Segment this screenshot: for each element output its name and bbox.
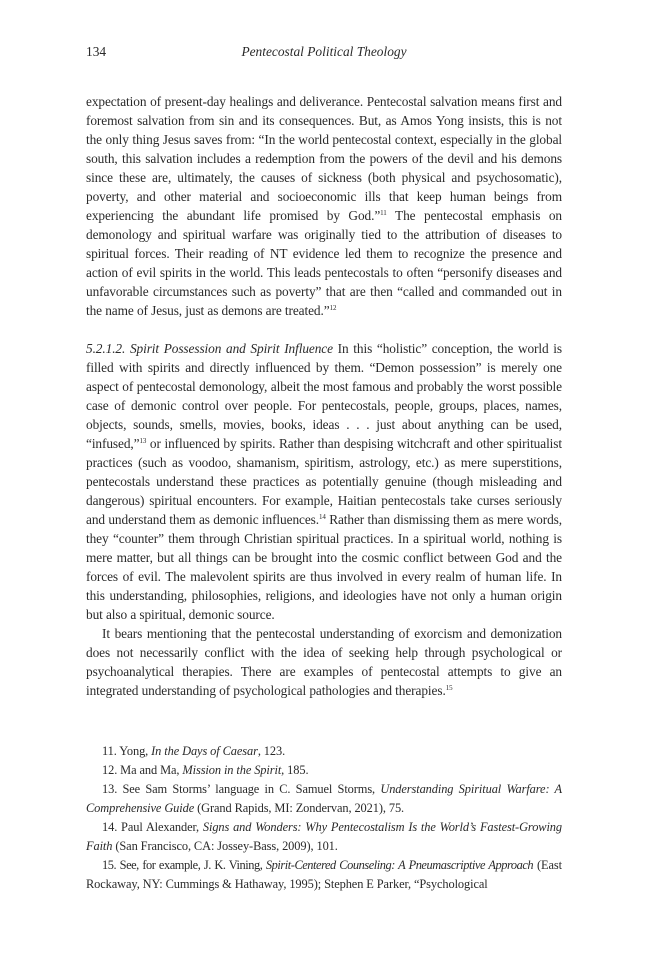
footnote-13: [86, 780, 562, 818]
footnote-14-text: 14. Paul Alexander,: [102, 820, 203, 834]
section-heading-5-2-1-2: 5.2.1.2. Spirit Possession and Spirit Influence: [86, 341, 333, 356]
paragraph-2: [86, 339, 562, 624]
footnote-ref-11[interactable]: 11: [380, 209, 387, 217]
footnote-12-title: Mission in the Spirit: [182, 763, 282, 777]
footnote-ref-15[interactable]: 15: [445, 684, 453, 692]
footnote-ref-14[interactable]: 14: [318, 513, 326, 521]
paragraph-2-text: In this “holistic” conception, the world is filled with spirits and directly influenced by them. “Demon possession” is merely one aspect of pentecostal demonology, albeit the most famous and probably the worst possible case of demonic control over people. For pentecostals, people, groups, places, names, objects, sounds, smells, movies, books, ideas . . . just about anything can be used, “infused,”: [86, 341, 562, 451]
body-text: [86, 92, 562, 700]
footnote-11-page: , 123.: [257, 744, 286, 758]
footnote-ref-12[interactable]: 12: [329, 304, 337, 312]
footnotes: [86, 742, 562, 894]
page-number: 134: [86, 44, 107, 59]
running-head-title: Pentecostal Political Theology: [241, 44, 407, 59]
footnote-15: [86, 856, 562, 894]
footnote-15-title: Spirit-Centered Counseling: A Pneumascriptive Approach: [265, 858, 534, 872]
paragraph-2-text-cont: or influenced by spirits. Rather than despising witchcraft and other spiritualist practices (such as voodoo, shamanism, spiritism, astrology, etc.) as mere superstitions, pentecostals understand these practices as potentially genuine (though misleading and dangerous) spiritual encounters. For example, Haitian pentecostals take curses seriously and understand them as demonic influences.: [86, 436, 562, 527]
footnote-12-text: 12. Ma and Ma,: [102, 763, 183, 777]
paragraph-2-text-end: Rather than dismissing them as mere words, they “counter” them through Christian spiritual practices. In a spiritual world, nothing is mere matter, but all things can be brought into the cosmic conflict between God and the forces of evil. The malevolent spirits are thus involved in every realm of human life. In this understanding, philosophies, religions, and ideologies have not only a human origin but also a spiritual, demonic source.: [86, 512, 562, 622]
footnote-11-title: In the Days of Caesar: [151, 744, 258, 758]
footnote-14-title: Signs and Wonders: Why Pentecostalism Is the World’s Fastest-Growing Faith: [86, 820, 562, 853]
footnote-14-publication: (San Francisco, CA: Jossey-Bass, 2009), 101.: [112, 839, 338, 853]
page-header: [86, 44, 562, 60]
paragraph-1-text: expectation of present-day healings and deliverance. Pentecostal salvation means first and foremost salvation from sin and its consequences. But, as Amos Yong insists, this is not the only thing Jesus saves from: “In the world pentecostal context, especially in the global south, this salvation includes a redemption from the powers of the devil and his demons since these are, ultimately, the causes of sickness (both physical and psychosomatic), poverty, and other material and socioeconomic ills that keep human beings from experiencing the abundant life promised by God.”: [86, 94, 562, 223]
paragraph-1: [86, 92, 562, 320]
footnote-15-publication: (East Rockaway, NY: Cummings & Hathaway, 1995); Stephen E Parker, “Psychological: [86, 858, 562, 891]
footnote-13-publication: (Grand Rapids, MI: Zondervan, 2021), 75.: [194, 801, 405, 815]
footnote-11-text: 11. Yong,: [102, 744, 152, 758]
footnote-13-title: Understanding Spiritual Warfare: A Comprehensive Guide: [86, 782, 562, 815]
footnote-14: [86, 818, 562, 856]
paragraph-3: [86, 624, 562, 700]
paragraph-3-text: It bears mentioning that the pentecostal understanding of exorcism and demonization does not necessarily conflict with the idea of seeking help through psychological or psychoanalytical therapies. There are examples of pentecostal attempts to give an integrated understanding of psychological pathologies and therapies.: [86, 626, 562, 698]
footnote-12: [86, 761, 562, 780]
footnote-11: [86, 742, 562, 761]
paragraph-1-text-cont: The pentecostal emphasis on demonology and spiritual warfare was originally tied to the attribution of diseases to spiritual forces. Their reading of NT evidence led them to recognize the presence and action of evil spirits in the world. This leads pentecostals to often “personify diseases and unfavorable circumstances such as poverty” that are then “called and commanded out in the name of Jesus, just as demons are treated.”: [86, 208, 562, 318]
footnote-15-text: 15. See, for example, J. K. Vining,: [102, 858, 266, 872]
footnote-ref-13[interactable]: 13: [139, 437, 147, 445]
footnote-13-text: 13. See Sam Storms’ language in C. Samuel Storms,: [102, 782, 381, 796]
footnote-12-page: , 185.: [281, 763, 309, 777]
